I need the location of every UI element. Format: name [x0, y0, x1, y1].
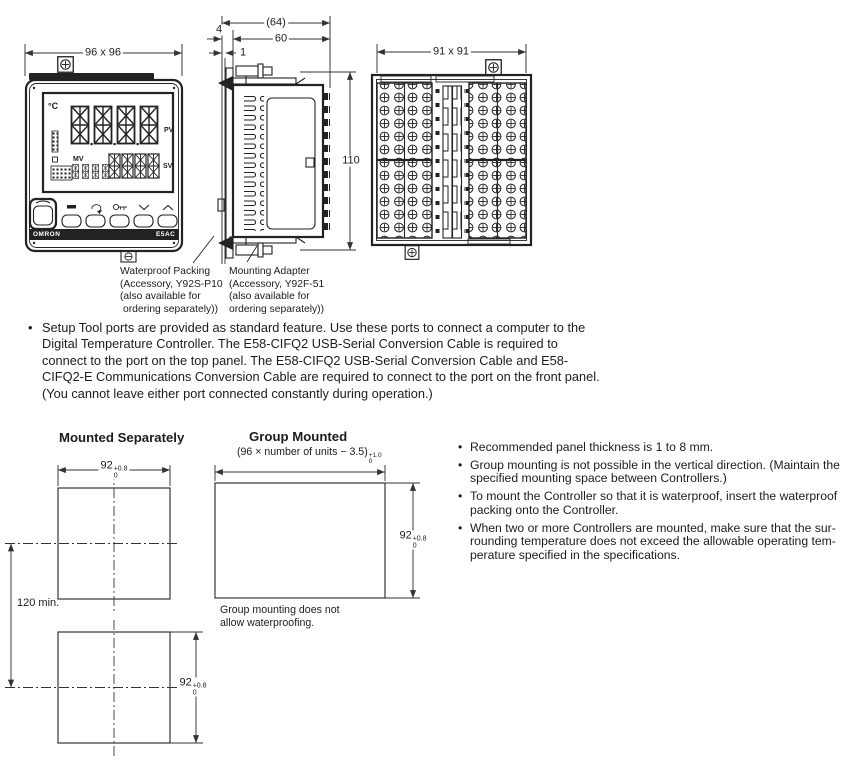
up-button [158, 215, 177, 227]
list-item [458, 459, 854, 486]
label-line: (Accessory, Y92F-51 [229, 278, 325, 290]
temp-unit-indicator: °C [48, 101, 59, 111]
pv-label: PV [164, 127, 174, 134]
pf-shift-icon [92, 205, 102, 214]
label-line: (Accessory, Y92S-P10 [120, 278, 223, 290]
mode-button [110, 215, 129, 227]
tolerance-upper: +0.8 [192, 682, 207, 690]
side-depth-body-dimension: 60 [274, 32, 288, 45]
mv-label: MV [73, 156, 84, 163]
dim-base: 92 [399, 529, 412, 542]
top-screw-tab [58, 57, 73, 72]
sv-digits [109, 154, 159, 178]
note-line: perature specified in the specifications. [470, 547, 681, 562]
cutout-group-drawing [215, 465, 420, 598]
center-rail-right [453, 86, 462, 238]
down-icon [139, 205, 149, 210]
group-height-dimension [397, 531, 428, 550]
waterproof-packing-label [120, 266, 223, 317]
dim-base: 92 [179, 676, 192, 689]
terminal-nubs [323, 89, 330, 236]
tolerance-upper: +0.8 [113, 465, 128, 473]
note-line: When two or more Controllers are mounted, make sure that the sur- [470, 520, 836, 535]
front-view-drawing [25, 44, 182, 262]
bottom-screw-tab [121, 251, 136, 262]
bullet: • [458, 520, 463, 535]
caption-line: allow waterproofing. [220, 617, 315, 629]
group-mounting-caption [220, 604, 340, 630]
formula-base: (96 × number of units − 3.5) [237, 446, 368, 458]
bullet: • [458, 457, 463, 472]
note-line: Recommended panel thickness is 1 to 8 mm. [470, 440, 714, 454]
tolerance-lower: 0 [113, 472, 118, 479]
tolerance-lower: 0 [368, 458, 373, 465]
center-rail-left [443, 86, 452, 238]
label-line: (also available for [120, 291, 201, 303]
note-line: connect to the port on the top panel. The E58-CIFQ2 USB-Serial Conversion Cable and E58- [42, 352, 569, 368]
down-button [134, 215, 153, 227]
group-width-formula [237, 446, 382, 465]
note-line: packing onto the Controller. [470, 502, 619, 517]
label-line: Waterproof Packing [120, 266, 211, 277]
bar-indicator [52, 131, 58, 152]
group-mounted-title: Group Mounted [249, 429, 348, 444]
bullet: • [28, 320, 33, 335]
adapter-leader-line [247, 246, 257, 262]
label-line: ordering separately)) [229, 304, 325, 316]
bullet: • [458, 489, 463, 504]
front-buttons [62, 204, 177, 227]
mounting-adapter-top [230, 64, 305, 85]
spacing-dimension: 120 min. [17, 597, 60, 609]
note-line: rounding temperature does not exceed the allowable operating tem- [470, 534, 836, 549]
list-item [458, 441, 854, 455]
caption-line: Group mounting does not [220, 604, 340, 616]
separate-width-dimension [98, 461, 129, 480]
separate-height-dimension [177, 678, 208, 697]
note-line: CIFQ2-E Communications Conversion Cable are required to connect to the port on the front panel. [42, 369, 600, 385]
mounting-notes-list [458, 441, 854, 567]
mounting-adapter-bottom [230, 237, 305, 257]
label-line: Mounting Adapter [229, 266, 310, 277]
pv-digits [72, 107, 158, 146]
cutout-separate-drawing [5, 465, 203, 756]
side-panel-lip-dimension: 1 [239, 46, 247, 59]
note-line: Group mounting is not possible in the vertical direction. (Maintain the [470, 457, 840, 472]
rear-face-dimension: 91 x 91 [432, 45, 470, 58]
tolerance-lower: 0 [412, 542, 417, 549]
rear-top-screw [486, 60, 501, 75]
list-item [458, 490, 854, 517]
door-latch [306, 158, 314, 167]
note-line: To mount the Controller so that it is waterproof, insert the waterproof [470, 489, 838, 504]
setup-tool-note [28, 320, 643, 402]
packing-leader-line [193, 236, 214, 263]
vent-slats [244, 93, 264, 231]
bullet: • [458, 440, 463, 454]
tolerance-lower: 0 [192, 689, 197, 696]
up-icon [163, 206, 173, 211]
side-view-drawing [193, 16, 356, 264]
rear-view-drawing [372, 44, 531, 259]
list-item [458, 522, 854, 563]
status-indicator [53, 157, 58, 162]
tolerance-upper: +0.8 [412, 535, 427, 543]
label-line: ordering separately)) [123, 304, 219, 316]
indicator-block [51, 166, 72, 180]
side-depth-total-dimension: (64) [266, 16, 286, 29]
mounting-adapter-label [229, 266, 324, 317]
front-face-dimension: 96 x 96 [84, 46, 122, 59]
note-line: (You cannot leave either port connected constantly during operation.) [42, 385, 433, 401]
brand-logo: OMRON [33, 231, 61, 238]
note-line: Setup Tool ports are provided as standard feature. Use these ports to connect a computer to the [42, 320, 586, 335]
cutout-group-rect [215, 483, 385, 598]
level-icon [67, 205, 76, 209]
note-line: Digital Temperature Controller. The E58-CIFQ2 USB-Serial Conversion Cable is required to [42, 336, 558, 352]
label-line: (also available for [229, 291, 310, 303]
setup-port-cover [30, 199, 56, 229]
mode-key-icon [113, 204, 127, 210]
tolerance-upper: +1.0 [368, 452, 382, 459]
mv-digits [72, 165, 108, 179]
rear-bottom-screw [405, 246, 419, 260]
dim-base: 92 [100, 459, 113, 472]
pf-button [86, 215, 105, 227]
sv-label: SV [163, 163, 173, 170]
note-line: specified mounting space between Controllers.) [470, 471, 727, 486]
side-height-dimension: 110 [342, 154, 360, 167]
mounted-separately-title: Mounted Separately [59, 430, 185, 445]
level-button [62, 215, 81, 227]
side-flange-dimension: 4 [215, 23, 223, 36]
side-door [267, 98, 315, 229]
model-logo: E5AC [156, 231, 176, 238]
